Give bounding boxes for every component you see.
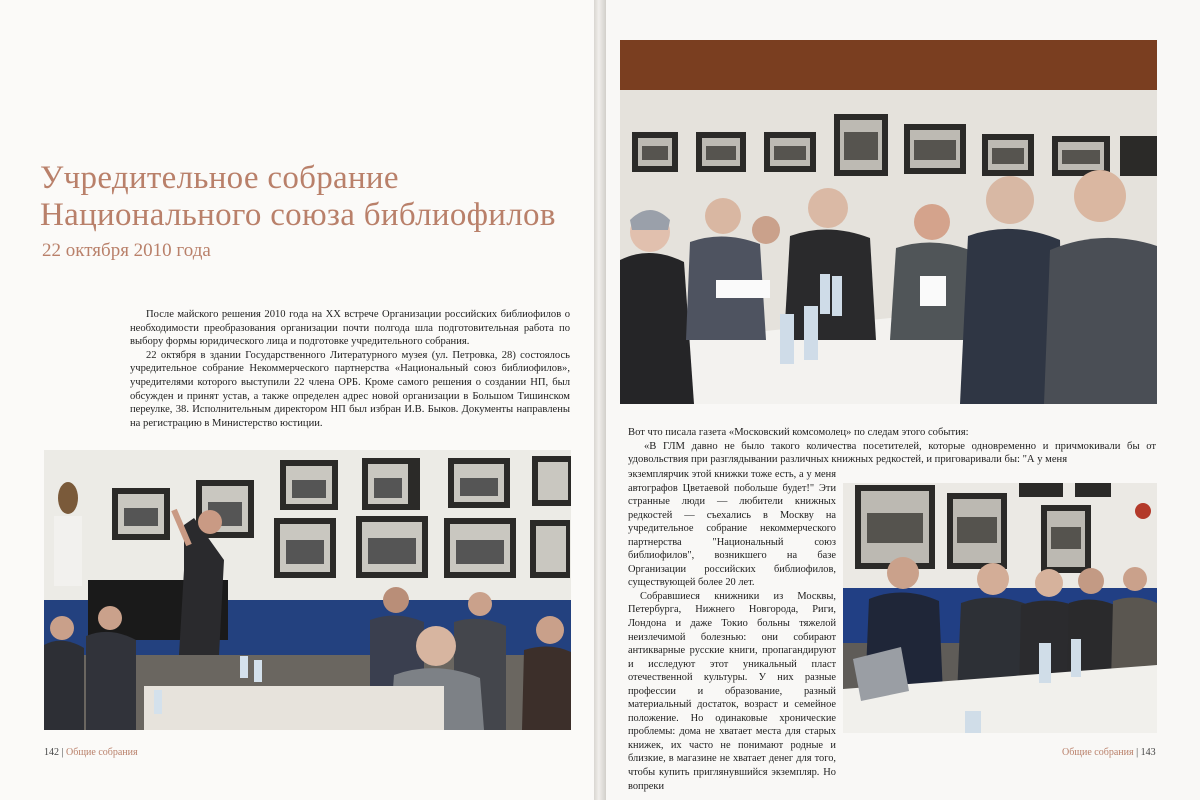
article-date: 22 октября 2010 года: [42, 240, 211, 261]
book-gutter: [594, 0, 606, 800]
quote-paragraph: Собравшиеся книжники из Москвы, Петербурга, Нижнего Новгорода, Риги, Лондона и даже Токио больны тяжелой неизлечимой болезнью: они собирают антикварные русские книги, пропагандируют и исследуют этот уникальный пласт отечественной культуры. У них разные профессии и образование, разный материальный достаток, возраст и семейное положение. Но одинаковые хронические проблемы: дома не хватает места для старых книжек, их часто не понимают родные и близкие, в магазине не хватает денег для того, чтобы купить приглянувшийся экземпляр. Но вопреки: [628, 590, 836, 792]
meeting-photo-participants: [843, 483, 1157, 733]
left-folio: [44, 747, 138, 758]
page-number: 143: [1140, 747, 1156, 758]
article-title: [40, 160, 556, 234]
folio-separator: |: [1136, 747, 1139, 758]
meeting-photo-speaker: [44, 450, 571, 730]
section-name: Общие собрания: [1062, 747, 1134, 758]
newspaper-intro: Вот что писала газета «Московский комсомолец» по следам этого события:: [628, 427, 969, 438]
right-folio: [1062, 747, 1156, 758]
meeting-photo-table: [620, 40, 1157, 404]
title-line-2: Национального союза библиофилов: [40, 197, 556, 233]
left-page: [0, 0, 594, 800]
quote-continuation: экземплярчик этой книжки тоже есть, а у меня автографов Цветаевой побольше будет!" Эти странные люди — любители книжных редкостей — съехались в Москву на учредительное собрание некоммерческого партнерства "Национальный союз библиофилов", возникшего на базе Организации российских библиофилов, существующей более 20 лет.: [628, 469, 836, 589]
page-number: 142: [44, 747, 59, 758]
paragraph: После майского решения 2010 года на XX встрече Организации российских библиофилов о необходимости преобразования организации почти полгода шла подготовительная работа по выбору формы юридического лица и подготовке учредительного собрания.: [130, 309, 570, 348]
right-column-text: [628, 468, 836, 793]
title-line-1: Учредительное собрание: [40, 160, 399, 196]
paragraph: 22 октября в здании Государственного Литературного музея (ул. Петровка, 28) состоялось учредительное собрание Некоммерческого партнерства «Национальный союз библиофилов», учредителями которого выступили 22 члена ОРБ. Кроме самого решения о создании НП, был обсужден и принят устав, а также определен адрес новой организации в Большом Тишинском переулке, 38. Исполнительным директором НП был избран И.В. Быков. Документы направлены на регистрацию в Министерство юстиции.: [130, 349, 570, 429]
section-name: Общие собрания: [66, 747, 138, 758]
folio-separator: |: [61, 747, 64, 758]
quote-wide: «В ГЛМ давно не было такого количества посетителей, которые одновременно и причмокивали бы от удовольствия при разглядывании различных книжных редкостей, и приговаривали бы: "А у меня: [628, 440, 1156, 466]
left-body-text: [130, 308, 570, 430]
right-intro-text: [628, 426, 1156, 467]
